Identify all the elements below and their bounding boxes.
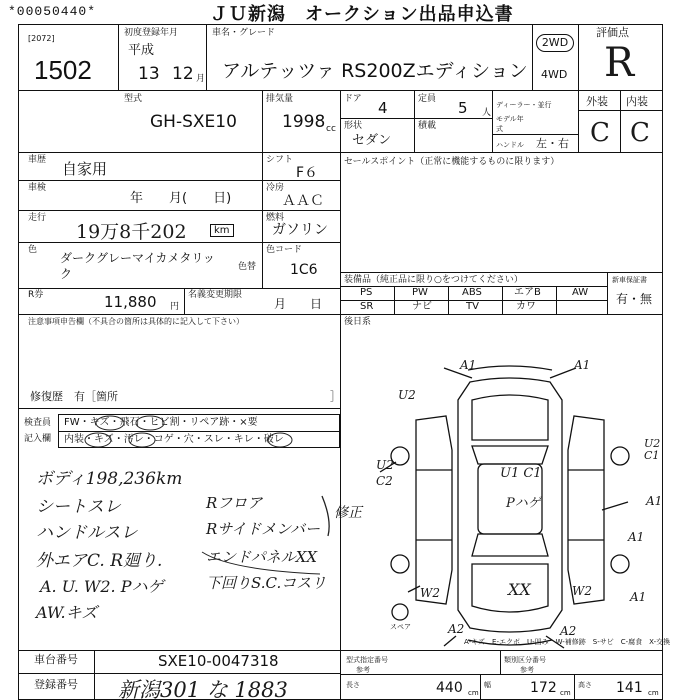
inspector-label-2: 記入欄 [24, 434, 52, 444]
length-unit: cm [468, 689, 479, 697]
mark-a2-rear-bumper-right: A2 [560, 624, 577, 638]
equip-leather: カワ [516, 301, 536, 312]
note-exterior: 外エアC. R廻り. [36, 551, 163, 571]
interior-label: 内装 [626, 95, 648, 108]
spare-label: スペア [390, 623, 411, 631]
class-ref-label: 参考 [520, 666, 534, 674]
title-change-label: 名義変更期限 [188, 290, 243, 300]
mileage: 19万8千202 [76, 221, 187, 243]
color-code: 1C6 [290, 262, 318, 278]
equip-ps: PS [360, 287, 373, 298]
height-unit: cm [648, 689, 659, 697]
color-name: ダークグレーマイカメタリック [60, 251, 215, 281]
inspection-label: 車検 [28, 183, 47, 193]
model-label: 型式 [124, 94, 143, 104]
mark-w2-rear-left: W2 [420, 586, 440, 600]
inspector-row-2: 内装・キズ・汚レ・コゲ・穴・スレ・キレ・破レ [64, 434, 284, 445]
mileage-label: 走行 [28, 213, 47, 223]
chassis-number: SXE10-0047318 [158, 652, 279, 670]
equipment-label: 装備品（純正品に限り○をつけてください） [344, 275, 523, 285]
inspector-label-1: 検査員 [24, 418, 52, 428]
equip-airbag: エアB [514, 287, 541, 298]
usage-label: 車歴 [28, 155, 47, 165]
era: 平成 [128, 43, 155, 58]
equip-sr: SR [360, 301, 374, 312]
shift-label: シフト [266, 155, 294, 165]
note-damage: A. U. W2. Pハゲ [40, 577, 164, 596]
rear-label: 後日系 [344, 317, 372, 327]
repair-history: 修復歴 有［箇所 [30, 390, 118, 403]
doors-label: ドア [344, 94, 362, 104]
equip-abs: ABS [462, 287, 482, 298]
form-code: [2072] [28, 34, 55, 43]
exterior-label: 外装 [586, 95, 608, 108]
doors: 4 [378, 99, 388, 117]
drive-4wd: 4WD [541, 68, 568, 81]
mark-a1-right-rear: A1 [628, 530, 645, 544]
note-seat: シートスレ [36, 497, 121, 517]
grade-label: 評価点 [596, 26, 629, 39]
note-r-floor: Rフロア [206, 494, 263, 512]
equip-aw: AW [572, 287, 589, 298]
car-name-label: 車名・グレード [212, 28, 276, 38]
damage-legend: A-キズ E-エクボ U-凹み W-補修跡 S-サビ C-腐食 X-交換 [464, 638, 671, 646]
usage: 自家用 [62, 160, 108, 178]
width-unit: cm [560, 689, 571, 697]
mark-u2-left: U2 [376, 458, 394, 472]
color-code-label: 色コード [266, 245, 303, 255]
reg-month: 12 [172, 64, 194, 84]
spec-ref-label: 参考 [356, 666, 370, 674]
load-label: 積載 [418, 121, 437, 131]
model-code: GH-SXE10 [150, 112, 237, 132]
displacement-label: 排気量 [266, 94, 294, 104]
mark-a1-rear-wheel: A1 [630, 590, 647, 604]
mark-u1c1-roof: U1 C1 [500, 466, 542, 481]
reg-year: 13 [138, 64, 160, 84]
capacity-label: 定員 [418, 94, 437, 104]
spec-number-label: 型式指定番号 [346, 656, 388, 664]
note-underbody: 下回りS.C.コスリ [206, 574, 327, 592]
handle-label: ハンドル [496, 141, 524, 149]
warranty-value: 有・無 [616, 292, 653, 306]
reg-number: 新潟301 な 1883 [118, 678, 288, 700]
width: 172 [530, 680, 557, 696]
notes-label: 注意事項申告欄（不具合の箇所は具体的に記入して下さい） [28, 317, 244, 326]
displacement: 1998 [282, 112, 326, 132]
lot-number: 1502 [34, 55, 92, 85]
inspector-row-1: FW・キズ・飛石・ヒビ割・リペア跡・×要 [64, 417, 258, 428]
ac-label: 冷房 [266, 183, 285, 193]
serial-number: *00050440* [8, 4, 97, 19]
inspection-date: 年 月( 日) [130, 191, 232, 206]
note-handle: ハンドルスレ [36, 523, 138, 543]
mark-u2-top: U2 [398, 388, 416, 402]
cc-unit: cc [326, 124, 336, 134]
equip-tv: TV [466, 301, 479, 312]
mark-w2-rear-right: W2 [572, 584, 592, 598]
note-end-panel: エンドパネルXX [206, 548, 318, 566]
note-brace [190, 490, 370, 580]
handle-value: 左・右 [536, 137, 569, 150]
note-repaired: 修正 [334, 505, 362, 521]
color-label: 色 [28, 245, 38, 255]
mark-a1-front-right: A1 [574, 358, 591, 372]
capacity: 5 [458, 99, 468, 117]
drive-2wd-circled: 2WD [536, 34, 574, 52]
equip-navi: ナビ [412, 301, 432, 312]
recycle-label: R券 [28, 290, 44, 300]
length: 440 [436, 680, 463, 696]
month-suffix: 月 [196, 74, 206, 84]
title-change: 月 日 [274, 297, 323, 311]
model-year-label: モデル年式 [496, 115, 524, 133]
recycle-fee: 11,880 [104, 293, 157, 311]
repaint-label: 色替 [238, 262, 257, 272]
mark-a1-right-side: A1 [646, 494, 663, 508]
note-body-mileage: ボディ198,236km [36, 469, 183, 489]
ac: ＡＡＣ [282, 193, 324, 209]
yen-unit: 円 [170, 302, 180, 312]
class-number-label: 類別区分番号 [504, 656, 546, 664]
shape-label: 形状 [344, 121, 363, 131]
repair-bracket: ］ [330, 390, 341, 403]
exterior-grade: C [590, 118, 610, 148]
mark-xx-trunk: XX [508, 580, 531, 599]
interior-grade: C [630, 118, 650, 148]
first-reg-label: 初度登録年月 [124, 28, 179, 38]
mark-a1-front-left: A1 [460, 358, 477, 372]
mark-paint-peel: Pハゲ [506, 496, 541, 511]
fuel-label: 燃料 [266, 213, 285, 223]
length-label: 長さ [346, 681, 360, 689]
width-label: 幅 [484, 681, 491, 689]
mark-u2c1-right: U2 C1 [644, 437, 661, 462]
note-r-side-member: Rサイドメンバー [206, 520, 321, 538]
sales-point-label: セールスポイント（正常に機能するものに限ります） [344, 157, 560, 167]
warranty-label: 新車保証書 [612, 276, 647, 284]
page-title: ＪＵ新潟 オークション出品申込書 [210, 4, 514, 25]
reg-number-label: 登録番号 [34, 678, 78, 691]
dealer-label: ディーラー・並行 [496, 101, 552, 109]
person-unit: 人 [482, 108, 492, 118]
inspector-scribbles [58, 414, 340, 448]
height-label: 高さ [578, 681, 592, 689]
mark-c2-left: C2 [376, 474, 393, 488]
grade-value: R [604, 40, 635, 86]
shape: セダン [352, 133, 392, 148]
height: 141 [616, 680, 643, 696]
car-name: アルテッツァ RS200Zエディション [222, 60, 528, 82]
chassis-label: 車台番号 [34, 653, 78, 666]
mark-a2-rear-bumper-left: A2 [448, 622, 465, 636]
fuel: ガソリン [272, 222, 328, 238]
km-unit: km [210, 224, 234, 237]
shift: F６ [296, 165, 319, 181]
note-aw: AW.キズ [36, 603, 98, 622]
equip-pw: PW [412, 287, 428, 298]
